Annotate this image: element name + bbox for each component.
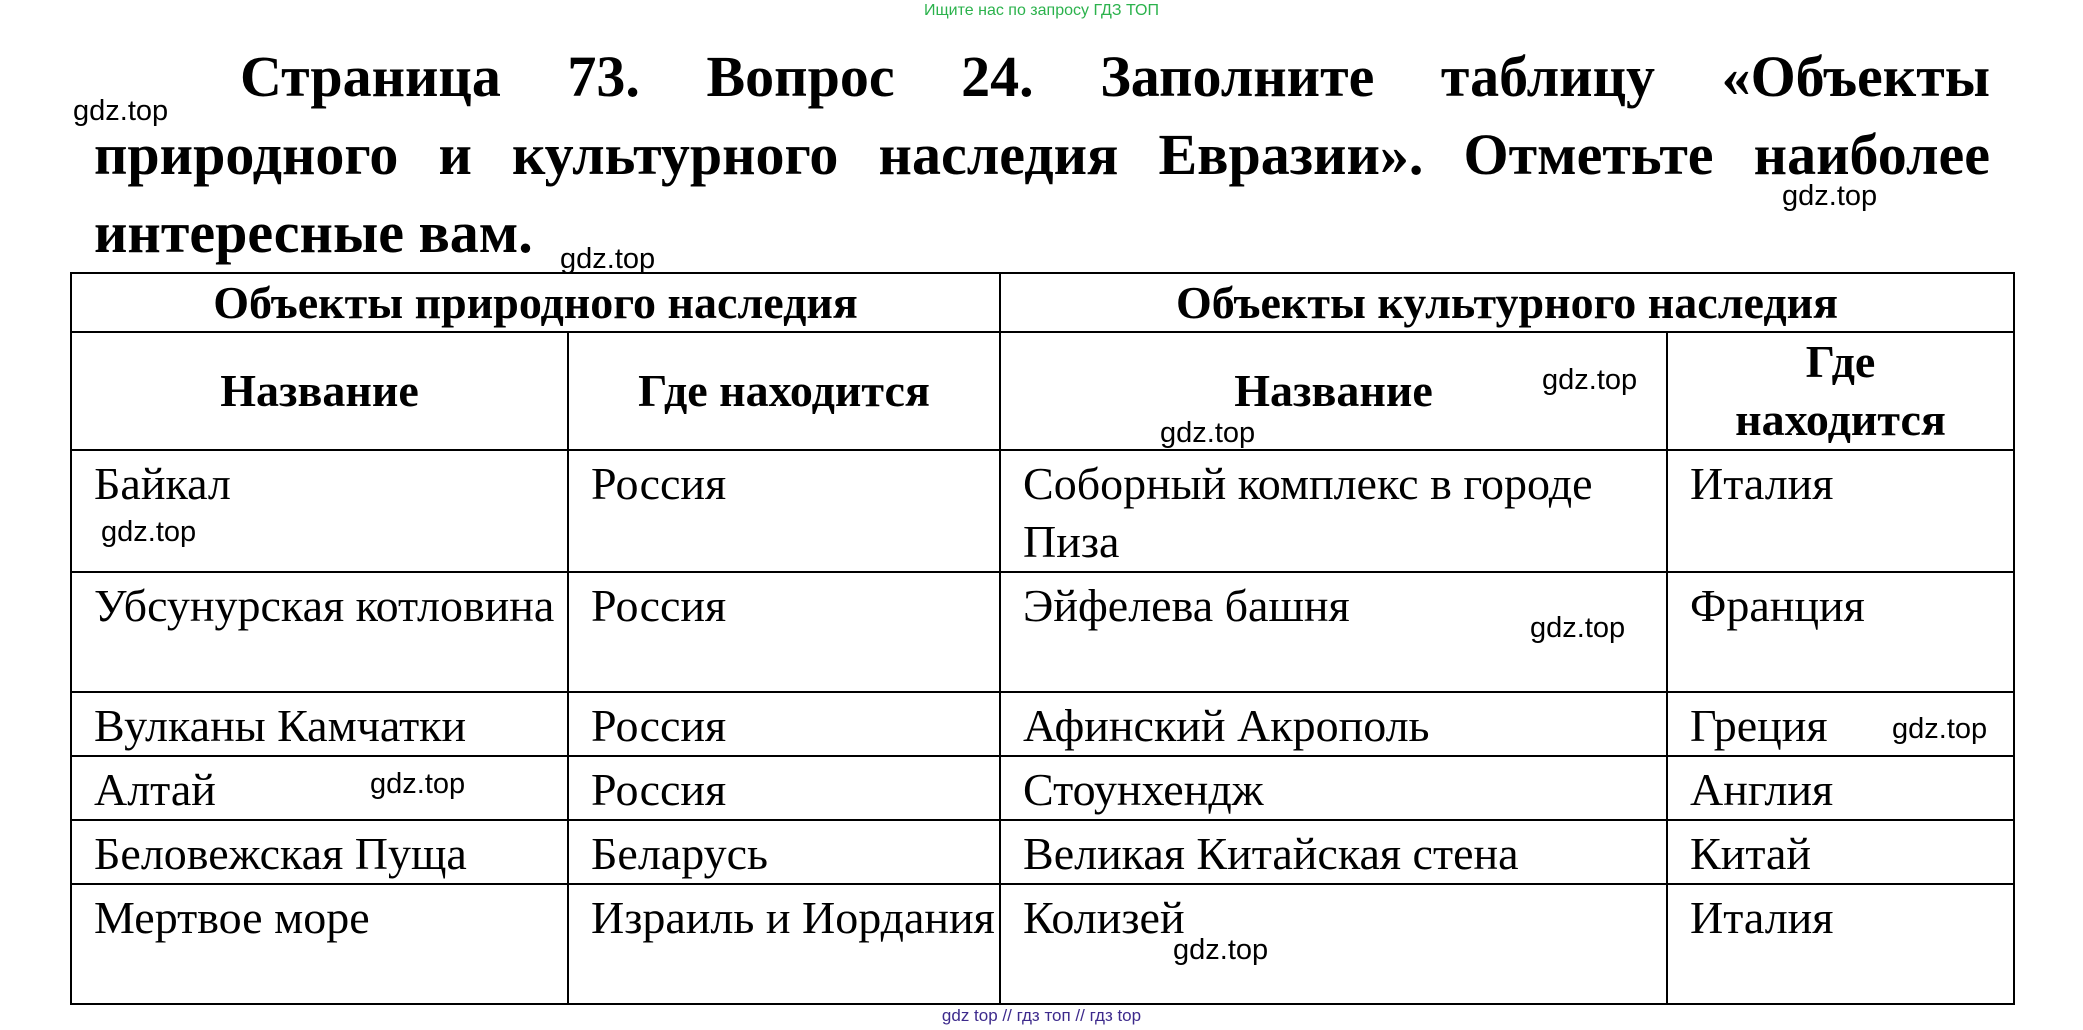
watermark: gdz.top bbox=[1782, 180, 1878, 212]
cultural-location-cell: Греция bbox=[1667, 692, 2014, 756]
natural-name-cell: Убсунурская котловина bbox=[71, 572, 568, 692]
table-row bbox=[71, 692, 2014, 756]
question-text: Страница 73. Вопрос 24. Заполните таблицу «Объекты природного и культурного наследия Евразии». Отметьте наиболее интересные вам. bbox=[94, 44, 1990, 265]
natural-name-cell: Алтай bbox=[71, 756, 568, 820]
footer-links: gdz top // гдз топ // гдз top bbox=[941, 1006, 1142, 1025]
cultural-name-cell: Эйфелева башня bbox=[1000, 572, 1667, 692]
cultural-name-cell: Колизей bbox=[1000, 884, 1667, 1004]
cultural-location-cell: Франция bbox=[1667, 572, 2014, 692]
cultural-name-cell: Соборный комплекс в городе Пиза bbox=[1000, 450, 1667, 572]
watermark: gdz.top bbox=[370, 768, 466, 800]
watermark: gdz.top bbox=[1530, 612, 1626, 644]
heritage-table bbox=[70, 272, 2015, 1005]
natural-name-cell: Беловежская Пуща bbox=[71, 820, 568, 884]
table-row bbox=[71, 450, 2014, 572]
watermark: gdz.top bbox=[101, 516, 197, 548]
table-row bbox=[71, 884, 2014, 1004]
column-header-cultural-location: Где находится bbox=[1667, 332, 2014, 450]
group-header-row bbox=[71, 273, 2014, 332]
column-header-row bbox=[71, 332, 2014, 450]
column-header-natural-location: Где находится bbox=[568, 332, 1000, 450]
watermark: gdz.top bbox=[560, 243, 656, 275]
cultural-location-cell: Италия bbox=[1667, 884, 2014, 1004]
natural-location-cell: Россия bbox=[568, 450, 1000, 572]
column-header-natural-name: Название bbox=[71, 332, 568, 450]
natural-location-cell: Россия bbox=[568, 692, 1000, 756]
cultural-name-cell: Стоунхендж bbox=[1000, 756, 1667, 820]
natural-name-cell: Мертвое море bbox=[71, 884, 568, 1004]
natural-name-cell: Байкал bbox=[71, 450, 568, 572]
watermark: gdz.top bbox=[1160, 417, 1256, 449]
cultural-name-cell: Афинский Акрополь bbox=[1000, 692, 1667, 756]
watermark: gdz.top bbox=[73, 95, 169, 127]
top-note: Ищите нас по запросу ГДЗ ТОП bbox=[924, 2, 1159, 19]
natural-heritage-header: Объекты природного наследия bbox=[71, 273, 1000, 332]
table-row bbox=[71, 572, 2014, 692]
watermark: gdz.top bbox=[1542, 364, 1638, 396]
table-row bbox=[71, 820, 2014, 884]
watermark: gdz.top bbox=[1892, 713, 1988, 745]
natural-name-cell: Вулканы Камчатки bbox=[71, 692, 568, 756]
cultural-location-cell: Англия bbox=[1667, 756, 2014, 820]
natural-location-cell: Россия bbox=[568, 756, 1000, 820]
table-row bbox=[71, 756, 2014, 820]
natural-location-cell: Израиль и Иордания bbox=[568, 884, 1000, 1004]
cultural-location-cell: Китай bbox=[1667, 820, 2014, 884]
column-header-cultural-name: Название bbox=[1000, 332, 1667, 450]
cultural-heritage-header: Объекты культурного наследия bbox=[1000, 273, 2014, 332]
natural-location-cell: Россия bbox=[568, 572, 1000, 692]
watermark: gdz.top bbox=[1173, 934, 1269, 966]
cultural-location-cell: Италия bbox=[1667, 450, 2014, 572]
natural-location-cell: Беларусь bbox=[568, 820, 1000, 884]
cultural-name-cell: Великая Китайская стена bbox=[1000, 820, 1667, 884]
